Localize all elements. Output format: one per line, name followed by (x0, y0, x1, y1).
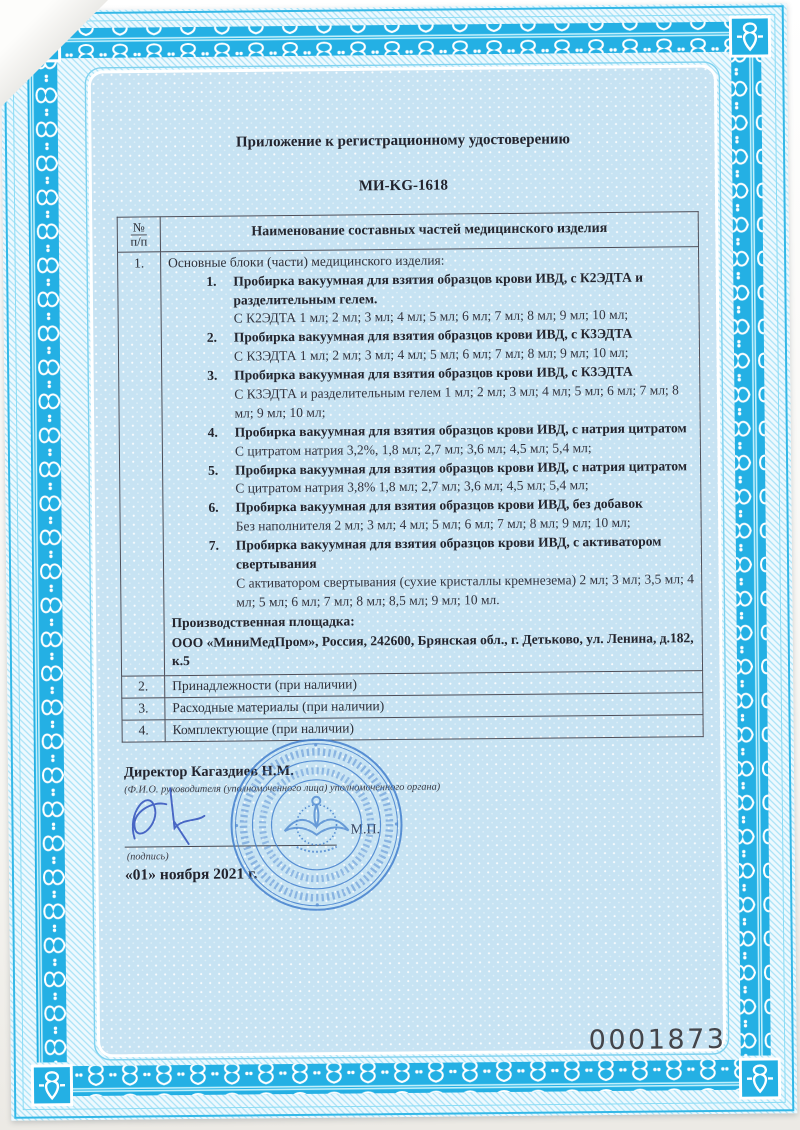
component-item (206, 268, 692, 329)
item-detail: С цитратом натрия 3,2%, 1,8 мл; 2,7 мл; 3,6 мл; 4,5 мл; 5,4 мл; (234, 439, 592, 459)
component-item (207, 324, 692, 366)
table-header-row (117, 212, 698, 252)
item-number: 7. (208, 537, 220, 553)
item-detail: С цитратом натрия 3,8% 1,8 мл; 2,7 мл; 3,6 мл; 4,5 мл; 5,4 мл; (235, 477, 589, 497)
component-item (209, 532, 695, 612)
handwritten-signature (124, 778, 245, 851)
item-title: Пробирка вакуумная для взятия образцов крови ИВД, с натрия цитратом (234, 419, 687, 440)
component-item (208, 457, 693, 499)
component-item (208, 419, 693, 461)
main-components-row (118, 246, 703, 676)
row-number: 3. (122, 698, 165, 720)
component-item (208, 494, 693, 536)
document-title: Приложение к регистрационному удостоверению (235, 131, 571, 151)
row1-content (161, 246, 703, 676)
certificate-page (1, 3, 798, 1120)
item-title: Пробирка вакуумная для взятия образцов крови ИВД, без добавок (235, 495, 643, 515)
component-list (206, 268, 694, 613)
components-intro: Основные блоки (части) медицинского изделия: (168, 252, 445, 270)
row-text: Расходные материалы (при наличии) (165, 693, 703, 720)
production-site-value: ООО «МиниМедПром», Россия, 242600, Брянская обл., г. Детьково, ул. Ленина, д.182, к.5 (171, 629, 694, 669)
header-no (117, 217, 160, 252)
components-table (117, 211, 704, 743)
row-text: Комплектующие (при наличии) (165, 715, 703, 742)
item-title: Пробирка вакуумная для взятия образцов крови ИВД, с К3ЭДТА (234, 363, 633, 383)
document-date: «01» ноября 2021 г. (124, 865, 258, 884)
item-body (236, 532, 695, 612)
round-stamp (226, 734, 408, 916)
signature-caption: (подпись) (126, 851, 169, 863)
table-row (122, 715, 703, 742)
item-title: Пробирка вакуумная для взятия образцов крови ИВД, с натрия цитратом (235, 457, 688, 478)
item-body (234, 324, 692, 366)
component-item (207, 362, 693, 423)
header-no-symbol: № (131, 220, 147, 235)
item-body (234, 362, 693, 423)
row1-number: 1. (118, 252, 165, 677)
item-number: 6. (208, 500, 219, 516)
item-body (233, 268, 692, 329)
item-detail: С К3ЭДТА и разделительным гелем 1 мл; 2 мл; 3 мл; 4 мл; 5 мл; 6 мл; 7 мл; 8 мл; 9 мл; 10 мл; (234, 382, 679, 421)
header-name: Наименование составных частей медицинского изделия (160, 212, 698, 252)
stamp-place-label: М.П. (350, 822, 381, 838)
item-detail: С активатором свертывания (сухие кристаллы кремнезема) 2 мл; 3 мл; 3,5 мл; 4 мл; 5 мл; 6 мл; 7 мл; 8 мл; 8,5 мл; 9 мл; 10 мл. (236, 571, 694, 610)
row-number: 2. (122, 676, 165, 698)
item-body (235, 457, 693, 499)
item-number: 3. (207, 367, 218, 383)
header-no-sub: п/п (130, 234, 148, 249)
director-name: Директор Кагаздиев Н.М. (123, 763, 294, 781)
item-number: 5. (208, 462, 219, 478)
item-detail: Без наполнителя 2 мл; 3 мл; 4 мл; 5 мл; 6 мл; 7 мл; 8 мл; 9 мл; 10 мл; (235, 514, 631, 534)
item-title: Пробирка вакуумная для взятия образцов крови ИВД, с К2ЭДТА и разделительным гелем. (233, 269, 644, 308)
item-body (235, 419, 693, 461)
serial-number: 0001873 (588, 1023, 727, 1057)
item-number: 4. (207, 424, 218, 440)
item-title: Пробирка вакуумная для взятия образцов крови ИВД, с активатором свертывания (235, 533, 662, 572)
item-title: Пробирка вакуумная для взятия образцов крови ИВД, с К3ЭДТА (233, 326, 633, 345)
item-body (235, 494, 693, 536)
signature-block (124, 757, 724, 923)
row-number: 4. (122, 720, 165, 742)
production-site-label: Производственная площадка: (171, 613, 355, 630)
item-detail: С К3ЭДТА 1 мл; 2 мл; 3 мл; 4 мл; 5 мл; 6 мл; 7 мл; 8 мл; 9 мл; 10 мл; (233, 344, 629, 364)
registration-number: МИ-KG-1618 (358, 177, 449, 195)
item-number: 2. (206, 330, 218, 346)
item-detail: С К2ЭДТА 1 мл; 2 мл; 3 мл; 4 мл; 5 мл; 6 мл; 7 мл; 8 мл; 9 мл; 10 мл; (233, 307, 629, 326)
row-text: Принадлежности (при наличии) (165, 671, 703, 698)
document-content (89, 66, 724, 1056)
director-note: (Ф.И.О. руководителя (уполномоченного лица) уполномоченного органа) (124, 781, 441, 796)
item-number: 1. (206, 273, 217, 289)
